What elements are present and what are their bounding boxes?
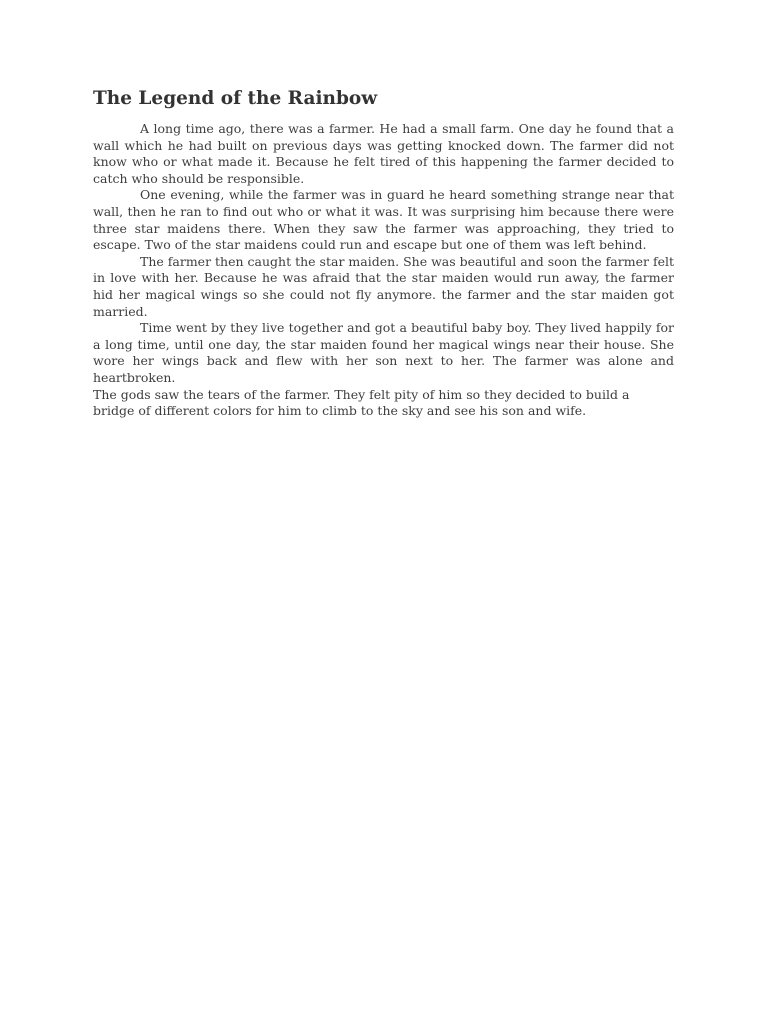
paragraph-3: The farmer then caught the star maiden. She was beautiful and soon the farmer felt in love with her. Because he was afraid that the star maiden would run away, the farmer hid her magical wings so she could not fly anymore. the farmer and the star maiden got married.	[93, 253, 674, 319]
paragraph-4: Time went by they live together and got a beautiful baby boy. They lived happily for a long time, until one day, the star maiden found her magical wings near their house. She wore her wings back and flew with her son next to her. The farmer was alone and heartbroken.	[93, 320, 674, 385]
paragraph-2: One evening, while the farmer was in guard he heard something strange near that wall, then he ran to find out who or what it was. It was surprising him because there were three star maidens there. When they saw the farmer was approaching, they tried to escape. Two of the star maidens could run and escape but one of them was left behind.	[93, 187, 674, 253]
document-title: The Legend of the Rainbow	[93, 88, 378, 109]
document-body	[93, 88, 674, 420]
paragraph-5: The gods saw the tears of the farmer. They felt pity of him so they decided to build a bridge of different colors for him to climb to the sky and see his son and wife.	[93, 386, 630, 419]
paragraph-1: A long time ago, there was a farmer. He had a small farm. One day he found that a wall which he had built on previous days was getting knocked down. The farmer did not know who or what made it. Because he felt tired of this happening the farmer decided to catch who should be responsible.	[93, 121, 674, 186]
